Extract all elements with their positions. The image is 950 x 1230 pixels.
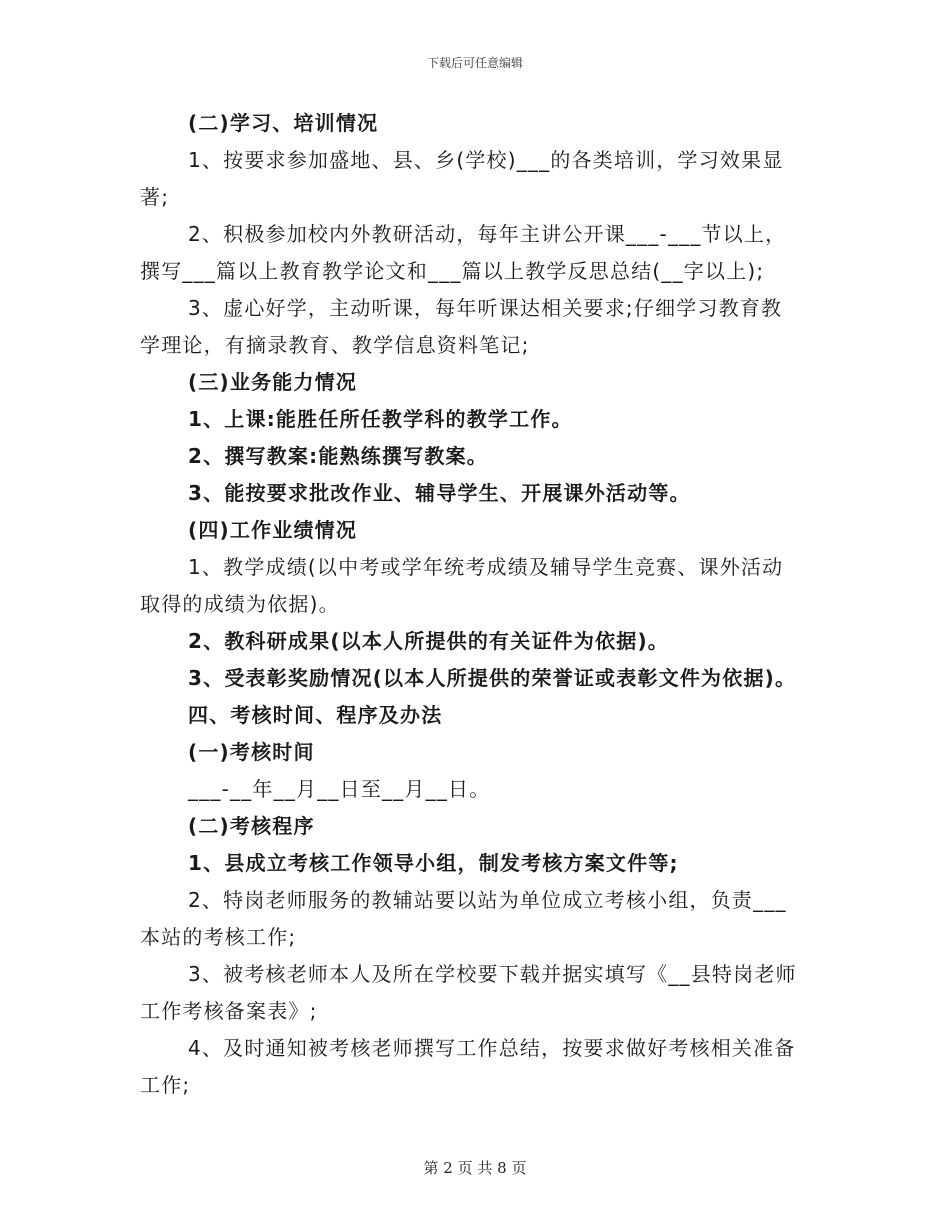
text-line: 1、教学成绩(以中考或学年统考成绩及辅导学生竞赛、课外活动 <box>188 555 784 579</box>
document-body <box>140 105 810 1104</box>
text-line: 著; <box>140 185 170 209</box>
text-line: 取得的成绩为依据)。 <box>140 592 340 616</box>
text-line: 本站的考核工作; <box>140 925 297 949</box>
text-line: 1、按要求参加盛地、县、乡(学校)___的各类培训，学习效果显 <box>188 148 784 172</box>
text-line: 2、撰写教案:能熟练撰写教案。 <box>188 444 488 468</box>
text-line: 撰写___篇以上教育教学论文和___篇以上教学反思总结(__字以上); <box>140 259 765 283</box>
text-line: 2、特岗老师服务的教辅站要以站为单位成立考核小组，负责___ <box>188 888 787 912</box>
text-line: 3、虚心好学，主动听课，每年听课达相关要求;仔细学习教育教 <box>188 296 783 320</box>
page-footer: 第 2 页 共 8 页 <box>423 1159 527 1177</box>
text-line: 1、县成立考核工作领导小组，制发考核方案文件等; <box>188 851 679 875</box>
text-line: (四)工作业绩情况 <box>188 518 358 542</box>
page-header: 下载后可任意编辑 <box>426 56 523 70</box>
text-line: ___-__年__月__日至__月__日。 <box>188 777 491 801</box>
text-line: 1、上课:能胜任所任教学科的教学工作。 <box>188 407 573 431</box>
text-line: 3、被考核老师本人及所在学校要下载并据实填写《__县特岗老师 <box>188 962 797 986</box>
text-line: 2、教科研成果(以本人所提供的有关证件为依据)。 <box>188 629 669 653</box>
text-line: 3、受表彰奖励情况(以本人所提供的荣誉证或表彰文件为依据)。 <box>188 666 797 690</box>
text-line: (三)业务能力情况 <box>188 370 358 394</box>
text-line: 工作; <box>140 1073 191 1097</box>
text-line: 4、及时通知被考核老师撰写工作总结，按要求做好考核相关准备 <box>188 1036 796 1060</box>
text-line: 2、积极参加校内外教研活动，每年主讲公开课___-___节以上， <box>188 222 787 246</box>
text-line: (一)考核时间 <box>188 740 315 764</box>
text-line: (二)考核程序 <box>188 814 315 838</box>
text-line: (二)学习、培训情况 <box>188 111 379 135</box>
text-line: 工作考核备案表》; <box>140 999 318 1023</box>
text-line: 学理论，有摘录教育、教学信息资料笔记; <box>140 333 530 357</box>
text-line: 3、能按要求批改作业、辅导学生、开展课外活动等。 <box>188 481 691 505</box>
text-line: 四、考核时间、程序及办法 <box>188 703 443 727</box>
